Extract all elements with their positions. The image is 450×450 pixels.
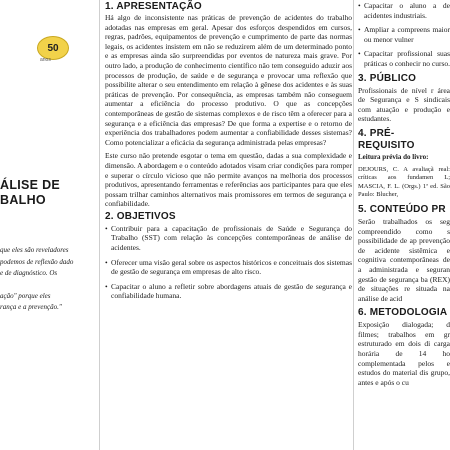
content-text: Serão trabalhados os seg compreendido como s possibilidade de ap prevenção de acidente sistêmica e cognitiva contemporâneas de a administrada e seguran gestão de segurança ba (REX) de situações re situada na análise de acid	[358, 216, 450, 303]
methodology-text: Exposição dialogada; d filmes; trabalhos em gr estruturado em dois di carga horária de 14 ho complementada pelos e estudos do material dis grupo, antes e após o cu	[358, 320, 450, 387]
left-panel	[0, 0, 98, 450]
section-2-heading: 2. OBJETIVOS	[105, 210, 176, 222]
objective-text: Capacitar o aluno a refletir sobre abordagens atuais de gestão de segurança e confiabilidade humana.	[111, 281, 352, 301]
objective-item	[105, 258, 352, 277]
objective-text: Capacitar o aluno a de acidentes industriais.	[364, 1, 450, 20]
section-5-heading: 5. CONTEÚDO PR	[358, 203, 446, 215]
objective-text: Capacitar profissional suas práticas o conhecir no curso.	[364, 49, 450, 68]
course-title	[0, 178, 98, 208]
objective-item	[105, 282, 352, 301]
objective-text: Contribuir para a capacitação de profissionais de Saúde e Segurança do Trabalho (SST) com relação às concepções contemporâneas de análise de acidentes.	[111, 223, 352, 253]
course-title-line-2: BALHO	[0, 193, 46, 207]
audience-text: Profissionais de nível r área de Segurança e S sindicais com atuação e produção e estudantes.	[358, 85, 450, 124]
objective-item-continued	[358, 25, 450, 44]
section-prerequisite	[358, 128, 450, 200]
section-4-heading: 4. PRÉ-REQUISITO	[358, 127, 415, 151]
quote-line-1: que eles são reveladores	[0, 246, 69, 254]
bullet-icon: •	[105, 223, 108, 233]
section-1-heading: 1. APRESENTAÇÃO	[105, 1, 202, 12]
logo-subtitle: anos	[40, 57, 51, 63]
presentation-paragraph-2: Este curso não pretende esgotar o tema em questão, dadas a sua complexidade e dimensão. A abordagem e o conteúdo adotados visam criar condições para romper e superar o círculo vicioso que não permite avanços na melhoria dos processos produtivos, apresentando ferramentas e referências aos participantes para que eles possam trilhar caminhos alternativos mais promissores em termos de segurança e confiabilidade.	[105, 151, 352, 209]
quote-line-3: e de diagnóstico. Os	[0, 269, 58, 277]
quote-line-5: rança e a prevenção."	[0, 303, 62, 311]
bullet-icon: •	[358, 25, 361, 35]
section-content	[358, 204, 450, 303]
section-presentation	[105, 1, 352, 209]
quote-block	[0, 245, 96, 314]
bullet-icon: •	[358, 1, 361, 10]
objective-text: Oferecer uma visão geral sobre os aspectos históricos e conceituais dos sistemas de gestão de segurança em empresas de alto risco.	[111, 257, 352, 277]
objective-text: Ampliar a compreens maior ou menor vulner	[364, 25, 450, 44]
prerequisite-label: Leitura prévia do livro:	[358, 152, 429, 161]
section-objectives	[105, 211, 352, 301]
bullet-icon: •	[105, 281, 108, 291]
section-6-heading: 6. METODOLOGIA	[358, 307, 448, 319]
prerequisite-citation: DEJOURS, C. A avaliaçã real: críticas aos fundamen L; MASCIA, F. L. (Orgs.) 1ª ed. São Paulo: Blucher,	[358, 165, 450, 199]
section-methodology	[358, 307, 450, 387]
section-audience	[358, 73, 450, 124]
logo-number: 50	[47, 42, 59, 54]
section-3-heading: 3. PÚBLICO	[358, 72, 417, 84]
quote-line-2: podemos de reflexão dado	[0, 257, 74, 266]
bullet-icon: •	[358, 49, 361, 59]
course-title-line-1: ÁLISE DE	[0, 178, 61, 192]
objective-item	[105, 224, 352, 253]
bullet-icon: •	[105, 257, 108, 267]
middle-column	[100, 0, 352, 450]
objective-item-continued	[358, 49, 450, 68]
right-column	[354, 0, 450, 450]
quote-line-4: ação" porque eles	[0, 291, 51, 300]
objective-item-continued	[358, 1, 450, 20]
presentation-paragraph-1: Há algo de inconsistente nas práticas de prevenção de acidentes do trabalho adotadas nas empresas em geral. Apesar dos esforços despendidos em cursos, regras, padrões, equipamentos de prevenção e cumprimento de parte das normas legais, os acidentes insistem em não se reduzirem além de um determinado ponto e as empresas ainda são surpreendidas por eventos de natureza mais grave. Por outro lado, a produção de conhecimento científico não tem conseguido aduzir aos processos de produção, de saúde e de segurança e provocar uma reflexão que possibilite alterar o seu entendimento em relação à gênese dos acidentes e às suas práticas de prevenção. Por consequência, as empresas também não conseguem aumentar a eficiência do processo produtivo. O que as concepções contemporâneas de gestão de sistemas complexos e de risco têm a oferecer para a segurança e a eficiência das empresas? De que forma a expertise e o retorno de experiência dos trabalhadores podem aumentar a confiabilidade desses sistemas? Como potencializar a eficácia da segurança administrada pelas empresas?	[105, 13, 352, 147]
